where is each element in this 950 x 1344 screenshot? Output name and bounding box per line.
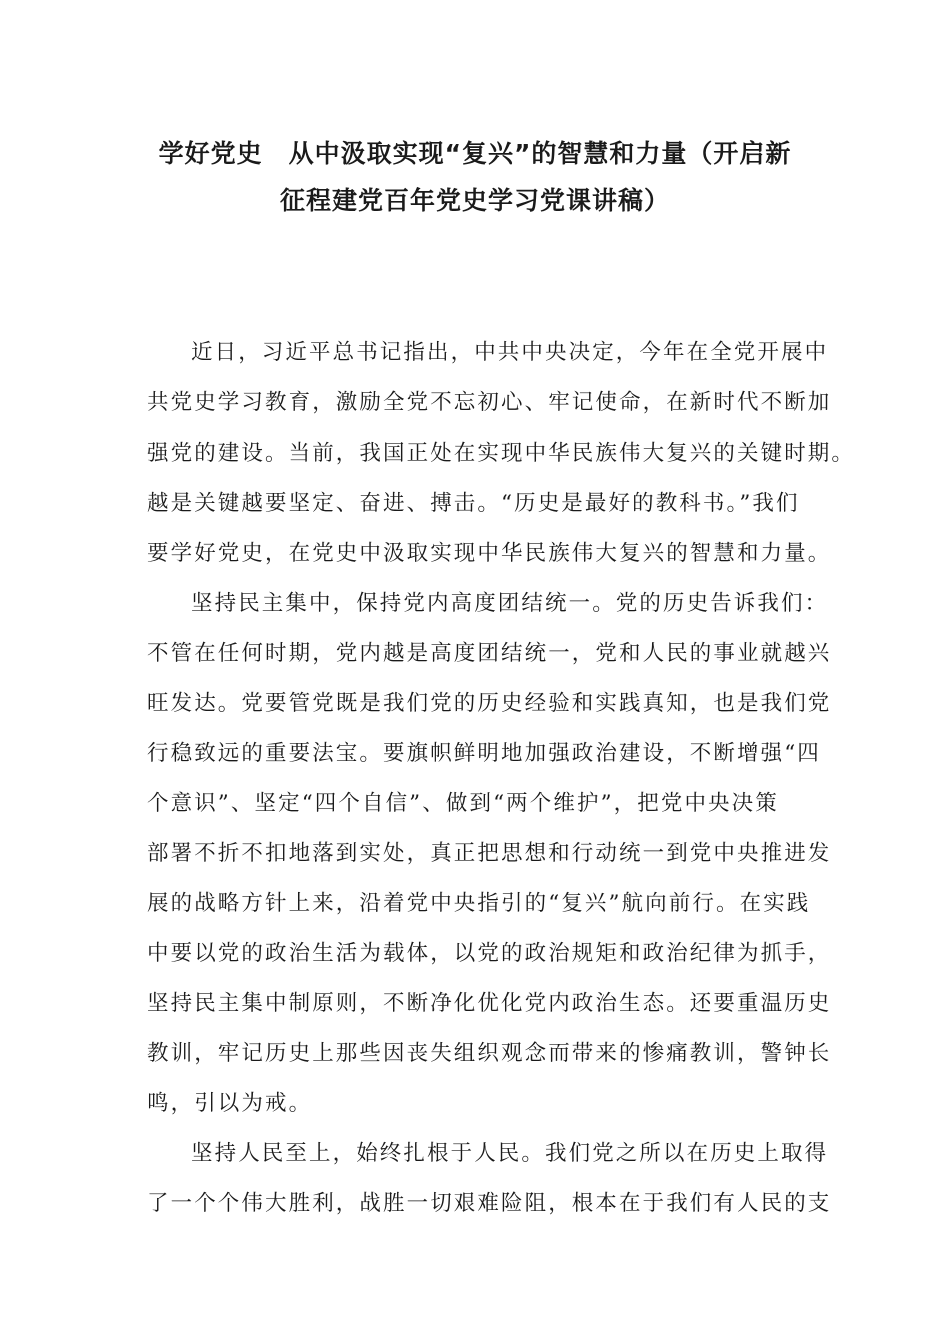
paragraph-2-line-7: 展的战略方针上来，沿着党中央指引的“复兴”航向前行。在实践: [147, 891, 811, 916]
document-title-line-1: 学好党史 从中汲取实现“复兴”的智慧和力量（开启新: [158, 139, 792, 168]
paragraph-2-line-4: 行稳致远的重要法宝。要旗帜鲜明地加强政治建设，不断增强“四: [147, 741, 821, 766]
paragraph-1-line-3: 强党的建设。当前，我国正处在实现中华民族伟大复兴的关键时期。: [147, 441, 856, 466]
paragraph-2-line-9: 坚持民主集中制原则，不断净化优化党内政治生态。还要重温历史: [147, 991, 832, 1016]
paragraph-2-line-5: 个意识”、坚定“四个自信”、做到“两个维护”，把党中央决策: [147, 791, 779, 816]
document-title-line-2: 征程建党百年党史学习党课讲稿）: [279, 186, 670, 215]
paragraph-1-line-5: 要学好党史，在党史中汲取实现中华民族伟大复兴的智慧和力量。: [147, 541, 832, 566]
paragraph-2-line-2: 不管在任何时期，党内越是高度团结统一，党和人民的事业就越兴: [147, 641, 832, 666]
paragraph-2-line-3: 旺发达。党要管党既是我们党的历史经验和实践真知，也是我们党: [147, 691, 832, 716]
paragraph-2-line-8: 中要以党的政治生活为载体，以党的政治规矩和政治纪律为抓手，: [147, 941, 832, 966]
paragraph-2-line-10: 教训，牢记历史上那些因丧失组织观念而带来的惨痛教训，警钟长: [147, 1041, 832, 1066]
paragraph-1-line-4: 越是关键越要坚定、奋进、搏击。“历史是最好的教科书。”我们: [147, 491, 800, 516]
paragraph-2-line-6: 部署不折不扣地落到实处，真正把思想和行动统一到党中央推进发: [147, 841, 832, 866]
paragraph-1-line-2: 共党史学习教育，激励全党不忘初心、牢记使命，在新时代不断加: [147, 390, 832, 415]
paragraph-2-line-1: 坚持民主集中，保持党内高度团结统一。党的历史告诉我们：: [191, 591, 829, 616]
paragraph-1-line-1: 近日，习近平总书记指出，中共中央决定，今年在全党开展中: [191, 340, 829, 365]
paragraph-2-line-11: 鸣，引以为戒。: [147, 1091, 313, 1116]
paragraph-3-line-1: 坚持人民至上，始终扎根于人民。我们党之所以在历史上取得: [191, 1141, 829, 1166]
paragraph-3-line-2: 了一个个伟大胜利，战胜一切艰难险阻，根本在于我们有人民的支: [147, 1191, 832, 1216]
